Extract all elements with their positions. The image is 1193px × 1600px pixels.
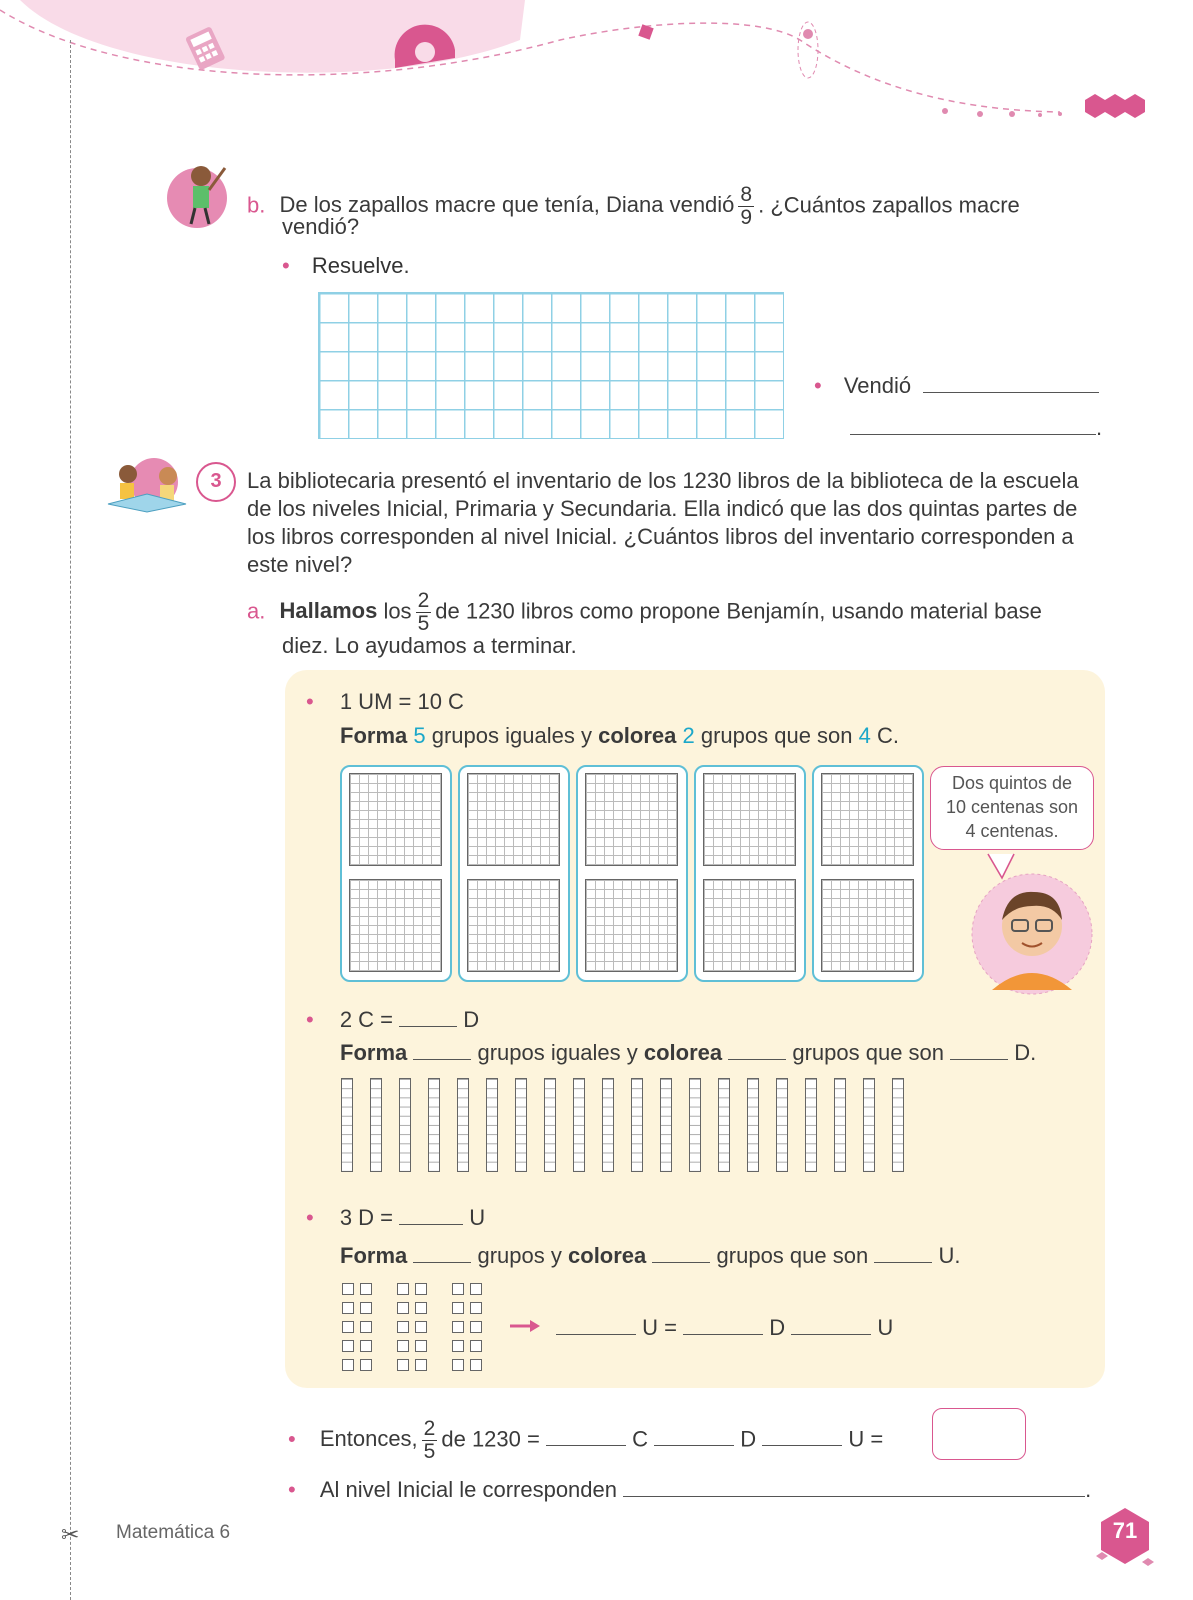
- step2-eq-blank[interactable]: [399, 1006, 457, 1027]
- step3-blank-3[interactable]: [874, 1242, 932, 1263]
- unit-cube[interactable]: [397, 1302, 409, 1314]
- problem-3-line-3: los libros corresponden al nivel Inicial. ¿Cuántos libros del inventario corresponden a: [247, 524, 1074, 549]
- unit-cube[interactable]: [470, 1283, 482, 1295]
- book-title: Matemática 6: [116, 1522, 231, 1543]
- unit-cube[interactable]: [360, 1340, 372, 1352]
- answer-grid[interactable]: [318, 292, 784, 439]
- forma-label: Forma: [340, 723, 408, 748]
- unit-cube[interactable]: [360, 1283, 372, 1295]
- arrow-right-icon: [510, 1318, 540, 1334]
- ten-rod[interactable]: [776, 1078, 788, 1172]
- step2-equation: 2 C =: [339, 1007, 394, 1032]
- vendio-answer-blank-2[interactable]: [850, 414, 1096, 435]
- hundreds-group-2[interactable]: [458, 765, 570, 982]
- unit-cube[interactable]: [342, 1321, 354, 1333]
- unit-cube[interactable]: [360, 1302, 372, 1314]
- unit-cube[interactable]: [452, 1359, 464, 1371]
- problem-3-line-1: La bibliotecaria presentó el inventario de los 1230 libros de la biblioteca de la escuela: [247, 468, 1079, 493]
- hallamos-label: Hallamos: [279, 598, 378, 624]
- ten-rod[interactable]: [660, 1078, 672, 1172]
- hundred-flat[interactable]: [349, 879, 442, 972]
- resuelve-label: Resuelve: [311, 253, 404, 278]
- unit-cube[interactable]: [342, 1340, 354, 1352]
- unit-cube[interactable]: [415, 1340, 427, 1352]
- girl-character-icon: [165, 158, 237, 230]
- conv-blank-1[interactable]: [556, 1314, 636, 1335]
- conv-blank-2[interactable]: [683, 1314, 763, 1335]
- boy-benjamin-icon: [968, 848, 1098, 998]
- ten-rod[interactable]: [370, 1078, 382, 1172]
- ten-rod[interactable]: [689, 1078, 701, 1172]
- unit-cube[interactable]: [360, 1321, 372, 1333]
- ten-rod[interactable]: [341, 1078, 353, 1172]
- step2-blank-2[interactable]: [728, 1039, 786, 1060]
- entonces-blank-d[interactable]: [654, 1425, 734, 1446]
- unit-cube[interactable]: [415, 1283, 427, 1295]
- unit-cube[interactable]: [397, 1321, 409, 1333]
- unit-cube[interactable]: [452, 1321, 464, 1333]
- step3-blank-2[interactable]: [652, 1242, 710, 1263]
- problem-3-line-2: de los niveles Inicial, Primaria y Secundaria. Ella indicó que las dos quintas partes de: [247, 496, 1078, 521]
- problem-b-text: De los zapallos macre que tenía, Diana vendió: [279, 192, 735, 218]
- problem-b-letter: b.: [247, 192, 266, 218]
- problem-3a-line2: diez. Lo ayudamos a terminar.: [282, 633, 577, 658]
- cube-icon: [638, 24, 653, 39]
- ten-rod[interactable]: [399, 1078, 411, 1172]
- ten-rod[interactable]: [863, 1078, 875, 1172]
- hundred-flat[interactable]: [821, 773, 914, 866]
- ten-rod[interactable]: [631, 1078, 643, 1172]
- step2-blank-3[interactable]: [950, 1039, 1008, 1060]
- fraction-2-5-b: $\frac{2}{5}$: [423, 1417, 436, 1463]
- problem-3a-letter: a.: [247, 598, 266, 624]
- scissors-icon: ✂: [61, 1522, 80, 1547]
- unit-cube[interactable]: [397, 1359, 409, 1371]
- unit-cube[interactable]: [397, 1340, 409, 1352]
- step3-eq-blank[interactable]: [399, 1204, 463, 1225]
- conv-blank-3[interactable]: [791, 1314, 871, 1335]
- unit-cube[interactable]: [397, 1283, 409, 1295]
- vendio-label: Vendió: [843, 373, 912, 398]
- step3-equation: 3 D =: [339, 1205, 394, 1230]
- children-reading-icon: [104, 454, 190, 516]
- problem-b-line2: vendió?: [282, 214, 360, 239]
- entonces-blank-u[interactable]: [762, 1425, 842, 1446]
- problem-3-number-badge: 3: [196, 462, 236, 502]
- ten-rod[interactable]: [428, 1078, 440, 1172]
- problem-3-line-4: este nivel?: [247, 552, 353, 577]
- unit-cube[interactable]: [415, 1359, 427, 1371]
- ten-rod[interactable]: [486, 1078, 498, 1172]
- header-decoration: [0, 0, 1193, 140]
- hundred-flat[interactable]: [349, 773, 442, 866]
- unit-cube[interactable]: [342, 1359, 354, 1371]
- hundreds-group-4[interactable]: [694, 765, 806, 982]
- unit-cube[interactable]: [470, 1302, 482, 1314]
- problem-b-text-after: . ¿Cuántos zapallos macre: [758, 192, 1020, 218]
- hundred-flat[interactable]: [585, 879, 678, 972]
- cubes-icon: [1085, 94, 1145, 118]
- hundreds-group-3[interactable]: [576, 765, 688, 982]
- final-answer-blank[interactable]: [623, 1476, 1085, 1497]
- page-number: 71: [1112, 1518, 1138, 1543]
- unit-cube[interactable]: [360, 1359, 372, 1371]
- unit-cube[interactable]: [452, 1340, 464, 1352]
- entonces-blank-c[interactable]: [546, 1425, 626, 1446]
- unit-cube[interactable]: [470, 1321, 482, 1333]
- cut-line: [70, 40, 71, 1600]
- unit-cube[interactable]: [470, 1359, 482, 1371]
- ten-rod[interactable]: [892, 1078, 904, 1172]
- ten-rod[interactable]: [805, 1078, 817, 1172]
- unit-cube[interactable]: [342, 1283, 354, 1295]
- colorea-label: colorea: [598, 723, 677, 748]
- step1-equation: 1 UM = 10 C: [339, 689, 464, 714]
- final-statement: Al nivel Inicial le corresponden: [319, 1477, 617, 1502]
- step3-blank-1[interactable]: [413, 1242, 471, 1263]
- ten-rod[interactable]: [602, 1078, 614, 1172]
- hundred-flat[interactable]: [821, 879, 914, 972]
- ten-rod[interactable]: [747, 1078, 759, 1172]
- ten-rod[interactable]: [515, 1078, 527, 1172]
- hundred-flat[interactable]: [703, 773, 796, 866]
- ten-rod[interactable]: [457, 1078, 469, 1172]
- unit-cube[interactable]: [452, 1283, 464, 1295]
- ten-rod[interactable]: [718, 1078, 730, 1172]
- entonces-label: Entonces,: [319, 1426, 418, 1452]
- hundreds-group-1[interactable]: [340, 765, 452, 982]
- fraction-2-5: $\frac{2}{5}$: [417, 589, 430, 635]
- unit-cube[interactable]: [415, 1302, 427, 1314]
- unit-cube[interactable]: [342, 1302, 354, 1314]
- vendio-answer-blank[interactable]: [923, 372, 1099, 393]
- step2-blank-1[interactable]: [413, 1039, 471, 1060]
- result-box[interactable]: [932, 1408, 1026, 1460]
- ten-rod[interactable]: [573, 1078, 585, 1172]
- hundred-flat[interactable]: [585, 773, 678, 866]
- hundred-flat[interactable]: [703, 879, 796, 972]
- unit-cube[interactable]: [415, 1321, 427, 1333]
- hundred-flat[interactable]: [467, 879, 560, 972]
- unit-cube[interactable]: [452, 1302, 464, 1314]
- ten-rod[interactable]: [834, 1078, 846, 1172]
- hundreds-group-5[interactable]: [812, 765, 924, 982]
- ten-rod[interactable]: [544, 1078, 556, 1172]
- fraction-8-9: $\frac{8}{9}$: [740, 183, 753, 229]
- speech-bubble: Dos quintos de 10 centenas son 4 centenas.: [930, 766, 1094, 850]
- unit-cube[interactable]: [470, 1340, 482, 1352]
- hundred-flat[interactable]: [467, 773, 560, 866]
